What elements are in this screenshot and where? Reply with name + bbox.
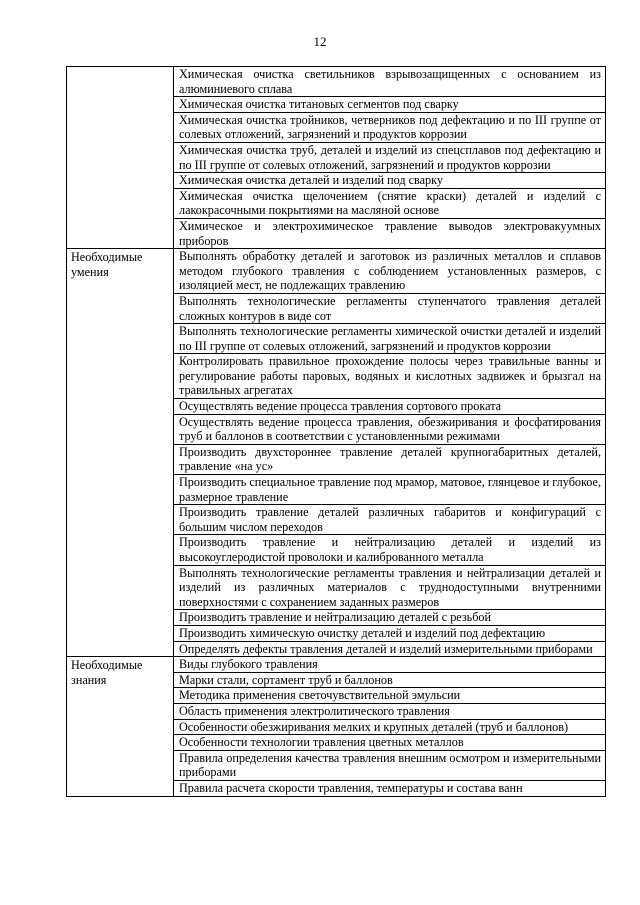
list-item: Методика применения светочувствительной эмульсии bbox=[174, 688, 605, 704]
list-item: Выполнять обработку деталей и заготовок из различных металлов и сплавов методом глубокого травления с соблюдением установленных размеров, с изоляцией мест, не подлежащих травлению bbox=[174, 249, 605, 294]
list-item: Производить травление и нейтрализацию деталей и изделий из высокоуглеродистой проволоки и калиброванного металла bbox=[174, 535, 605, 565]
list-item: Производить специальное травление под мрамор, матовое, глянцевое и глубокое, размерное травление bbox=[174, 475, 605, 505]
list-item: Производить двухстороннее травление деталей крупногабаритных деталей, травление «на ус» bbox=[174, 445, 605, 475]
list-item: Химическая очистка щелочением (снятие краски) деталей и изделий с лакокрасочными покрытиями на масляной основе bbox=[174, 189, 605, 219]
table-row bbox=[67, 67, 606, 249]
row-items bbox=[174, 249, 606, 657]
list-item: Правила расчета скорости травления, температуры и состава ванн bbox=[179, 780, 523, 795]
table-row bbox=[67, 249, 606, 657]
list-item: Производить химическую очистку деталей и изделий под дефектацию bbox=[174, 626, 605, 642]
list-item: Химическая очистка светильников взрывозащищенных с основанием из алюминиевого сплава bbox=[174, 67, 605, 97]
list-item: Осуществлять ведение процесса травления, обезжиривания и фосфатирования труб и баллонов в соответствии с установленными режимами bbox=[174, 415, 605, 445]
list-item: Контролировать правильное прохождение полосы через травильные ванны и регулирование работы паровых, водяных и кислотных задвижек и брызгал на травильных агрегатах bbox=[174, 354, 605, 399]
list-item: Особенности обезжиривания мелких и крупных деталей (труб и баллонов) bbox=[174, 720, 605, 736]
list-item: Химическая очистка титановых сегментов под сварку bbox=[174, 97, 605, 113]
requirements-table bbox=[66, 66, 606, 797]
list-item: Выполнять технологические регламенты травления и нейтрализации деталей и изделий из различных материалов с труднодоступными внутренними поверхностями с сохранением заданных размеров bbox=[174, 566, 605, 611]
row-label bbox=[67, 67, 174, 249]
list-item: Производить травление и нейтрализацию деталей с резьбой bbox=[174, 610, 605, 626]
list-item: Выполнять технологические регламенты ступенчатого травления деталей сложных контуров в виде сот bbox=[174, 294, 605, 324]
page-number: 12 bbox=[313, 34, 327, 49]
row-items bbox=[174, 67, 606, 249]
list-item: Виды глубокого травления bbox=[174, 657, 605, 673]
list-item: Химическое и электрохимическое травление выводов электровакуумных приборов bbox=[179, 218, 601, 248]
list-item: Определять дефекты травления деталей и изделий измерительными приборами bbox=[179, 641, 593, 656]
row-label: Необходимые знания bbox=[67, 657, 174, 796]
list-item: Область применения электролитического травления bbox=[174, 704, 605, 720]
list-item: Осуществлять ведение процесса травления сортового проката bbox=[174, 399, 605, 415]
list-item: Химическая очистка тройников, четверников под дефектацию и по III группе от солевых отложений, загрязнений и продуктов коррозии bbox=[174, 113, 605, 143]
list-item: Марки стали, сортамент труб и баллонов bbox=[174, 673, 605, 689]
list-item: Химическая очистка труб, деталей и изделий из спецсплавов под дефектацию и по III группе от солевых отложений, загрязнений и продуктов коррозии bbox=[174, 143, 605, 173]
row-label: Необходимые умения bbox=[67, 249, 174, 657]
list-item: Правила определения качества травления внешним осмотром и измерительными приборами bbox=[174, 751, 605, 781]
list-item: Особенности технологии травления цветных металлов bbox=[174, 735, 605, 751]
list-item: Выполнять технологические регламенты химической очистки деталей и изделий по III группе от солевых отложений, загрязнений и продуктов коррозии bbox=[174, 324, 605, 354]
list-item: Химическая очистка деталей и изделий под сварку bbox=[174, 173, 605, 189]
table-row bbox=[67, 657, 606, 796]
row-items bbox=[174, 657, 606, 796]
list-item: Производить травление деталей различных габаритов и конфигураций с большим числом переходов bbox=[174, 505, 605, 535]
